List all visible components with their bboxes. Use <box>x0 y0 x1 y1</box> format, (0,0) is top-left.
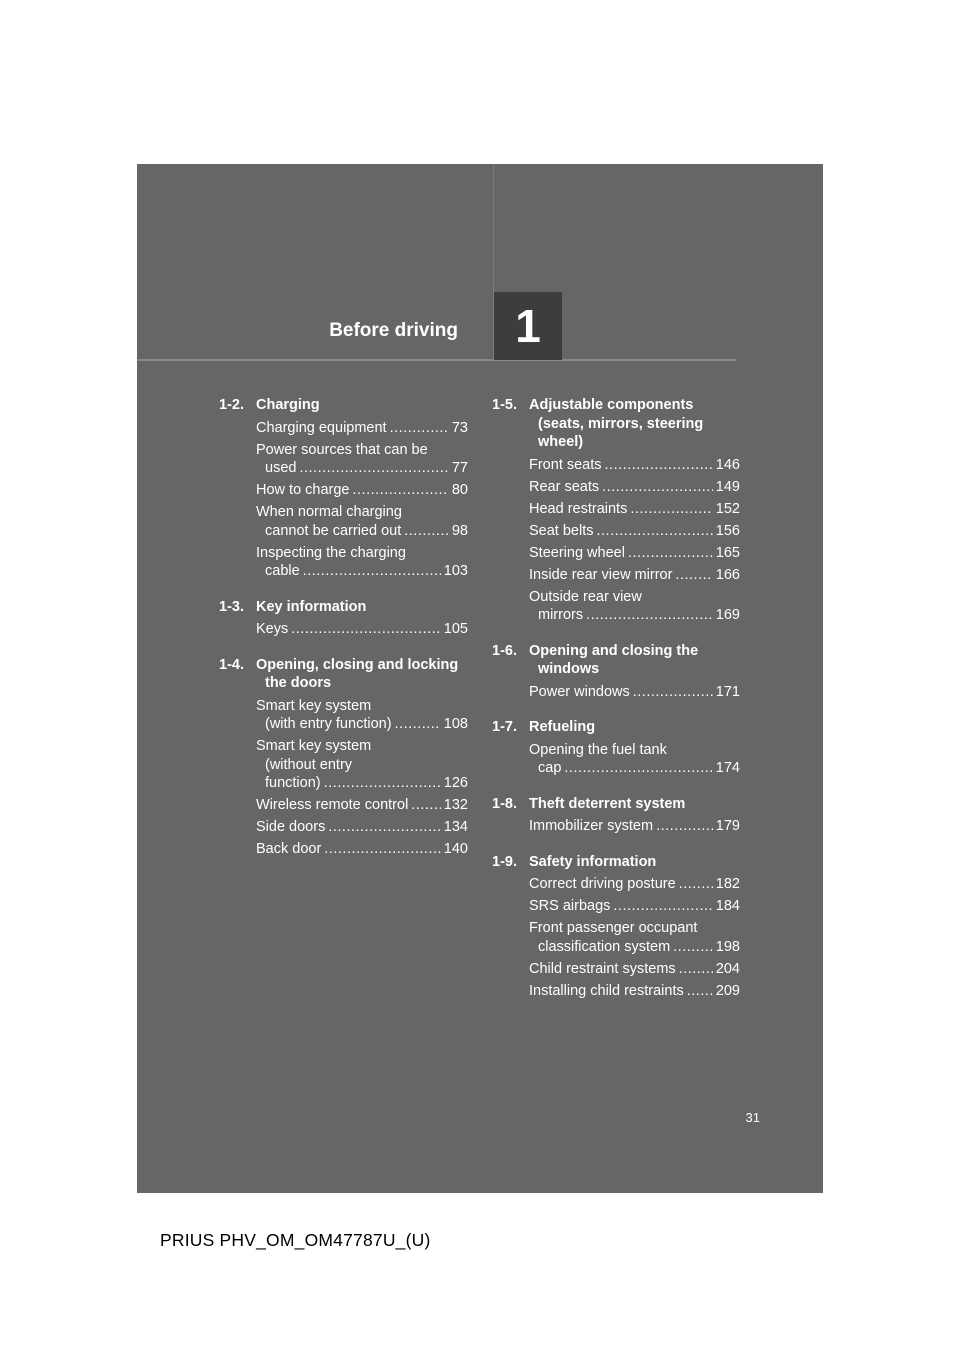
toc-section <box>492 718 740 778</box>
toc-entry-line <box>529 566 740 585</box>
toc-entry-text: Smart key system <box>256 697 372 714</box>
toc-entry-text: used <box>265 460 297 476</box>
dot-leader <box>291 620 441 639</box>
toc-entry-line <box>529 683 740 702</box>
toc-entry <box>529 522 740 541</box>
section-title <box>529 718 740 737</box>
toc-entry <box>256 503 468 540</box>
section-number: 1-7. <box>492 719 517 735</box>
dot-leader <box>324 774 441 793</box>
toc-page-number: 108 <box>443 716 468 732</box>
toc-entry <box>529 588 740 625</box>
section-title-line: wheel) <box>538 434 584 450</box>
toc-entry-text: cap <box>538 760 562 776</box>
section-title-line: (seats, mirrors, steering <box>538 415 704 432</box>
toc-page-number: 166 <box>715 566 740 583</box>
toc-entry-text: SRS airbags <box>529 898 611 914</box>
toc-page-number: 80 <box>451 482 468 498</box>
toc-page-number: 198 <box>715 938 740 955</box>
toc-entry-text: mirrors <box>538 607 584 623</box>
dot-leader <box>687 982 713 1001</box>
toc-page-number: 103 <box>443 563 468 579</box>
toc-entry-text: Power sources that can be <box>256 441 428 458</box>
toc-entry-text: Front seats <box>529 456 602 473</box>
section-entries <box>256 620 468 639</box>
section-title <box>256 656 468 693</box>
section-title-line: Theft deterrent system <box>529 795 686 812</box>
section-entries <box>529 683 740 702</box>
chapter-number: 1 <box>494 292 562 360</box>
toc-page-number: 169 <box>715 607 740 623</box>
toc-entry-line <box>529 741 740 760</box>
toc-entry-line <box>256 818 468 837</box>
section-entries <box>529 875 740 1000</box>
toc-entry-text: (with entry function) <box>265 716 392 732</box>
toc-page-number: 98 <box>451 522 468 539</box>
toc-entry-text: Keys <box>256 621 289 637</box>
toc-entry-text: cannot be carried out <box>265 522 402 539</box>
dot-leader <box>630 500 712 519</box>
section-title-line: Safety information <box>529 853 657 870</box>
toc-entry-line <box>529 500 740 519</box>
toc-section <box>219 598 468 639</box>
toc-entry-line <box>256 620 468 639</box>
section-number: 1-4. <box>219 656 244 673</box>
toc-entry-line <box>256 419 468 438</box>
dot-leader <box>673 938 713 957</box>
toc-entry-line <box>529 919 740 938</box>
toc-entry <box>256 481 468 500</box>
header-divider-horizontal <box>137 359 736 361</box>
toc-page-number: 152 <box>715 500 740 517</box>
toc-entry <box>256 620 468 639</box>
dot-leader <box>404 522 449 541</box>
toc-page-number: 77 <box>451 460 468 476</box>
toc-entry-line <box>256 796 468 815</box>
toc-page-number: 73 <box>451 419 468 436</box>
section-title-line: Key information <box>256 598 367 615</box>
toc-entry <box>529 741 740 778</box>
toc-entry-line <box>529 456 740 475</box>
toc-entry-line <box>256 737 468 756</box>
section-title-line: windows <box>538 661 600 677</box>
toc-entry-line <box>529 478 740 497</box>
dot-leader <box>564 759 712 778</box>
toc-entry-text: Child restraint systems <box>529 960 676 977</box>
toc-right-column <box>492 396 740 1017</box>
dot-leader <box>602 478 713 497</box>
document-footer: PRIUS PHV_OM_OM47787U_(U) <box>160 1230 431 1250</box>
section-heading <box>492 718 740 737</box>
toc-entry-line <box>529 588 740 607</box>
toc-page-number: 165 <box>715 544 740 561</box>
section-heading <box>219 656 468 693</box>
toc-entry-text: Immobilizer system <box>529 818 654 834</box>
toc-entry-line <box>529 544 740 563</box>
toc-page-number: 182 <box>715 876 740 892</box>
toc-entry-text: How to charge <box>256 482 350 498</box>
section-entries <box>256 419 468 581</box>
toc-entry <box>529 683 740 702</box>
toc-entry-line <box>256 715 468 734</box>
section-title-line: Adjustable components <box>529 397 694 413</box>
toc-entry-text: When normal charging <box>256 504 402 520</box>
toc-entry-text: (without entry <box>265 756 353 773</box>
dot-leader <box>679 875 713 894</box>
page-number: 31 <box>745 1110 760 1125</box>
toc-entry <box>529 544 740 563</box>
section-heading <box>492 795 740 814</box>
section-title-line: the doors <box>265 675 332 691</box>
section-number: 1-8. <box>492 795 517 812</box>
section-title-line: Charging <box>256 397 320 413</box>
toc-page-number: 132 <box>443 797 468 813</box>
section-number: 1-6. <box>492 642 517 659</box>
toc-entry <box>529 478 740 497</box>
toc-entry-text: Side doors <box>256 819 326 835</box>
section-title <box>529 642 740 679</box>
section-title-line: Opening, closing and locking <box>256 656 459 673</box>
toc-entry <box>529 566 740 585</box>
section-title <box>256 598 468 617</box>
dot-leader <box>605 456 713 475</box>
section-number: 1-3. <box>219 598 244 615</box>
dot-leader <box>395 715 441 734</box>
toc-page-number: 126 <box>443 775 468 791</box>
toc-entry-line <box>256 459 468 478</box>
dot-leader <box>656 817 713 836</box>
toc-page-number: 184 <box>715 898 740 914</box>
toc-entry <box>256 840 468 859</box>
toc-section <box>492 853 740 1001</box>
dot-leader <box>299 459 448 478</box>
section-title <box>256 396 468 415</box>
dot-leader <box>353 481 449 500</box>
section-number: 1-9. <box>492 853 517 870</box>
section-heading <box>219 598 468 617</box>
section-number: 1-5. <box>492 397 517 413</box>
section-title-line: Opening and closing the <box>529 642 699 659</box>
dot-leader <box>679 960 713 979</box>
toc-entry-text: Charging equipment <box>256 419 387 436</box>
toc-entry <box>529 875 740 894</box>
section-title <box>529 853 740 872</box>
toc-page-number: 140 <box>443 841 468 857</box>
dot-leader <box>390 419 449 438</box>
section-entries <box>529 456 740 625</box>
toc-entry <box>256 818 468 837</box>
section-number: 1-2. <box>219 397 244 413</box>
toc-page-number: 156 <box>715 522 740 539</box>
toc-page-number: 105 <box>443 621 468 637</box>
toc-page-number: 174 <box>715 760 740 776</box>
toc-entry-text: Wireless remote control <box>256 797 409 813</box>
toc-entry-text: Smart key system <box>256 738 372 754</box>
toc-entry <box>529 456 740 475</box>
toc-entry <box>256 544 468 581</box>
toc-entry-line <box>256 441 468 460</box>
toc-entry-text: Inspecting the charging <box>256 544 406 561</box>
dot-leader <box>328 818 440 837</box>
toc-entry-line <box>529 897 740 916</box>
toc-entry-text: Steering wheel <box>529 544 625 561</box>
dot-leader <box>597 522 713 541</box>
toc-entry-text: function) <box>265 775 321 791</box>
toc-entry-text: Opening the fuel tank <box>529 741 667 758</box>
dot-leader <box>613 897 712 916</box>
toc-page-number: 171 <box>715 683 740 700</box>
toc-entry-line <box>529 875 740 894</box>
toc-entry <box>256 796 468 815</box>
toc-section <box>492 396 740 625</box>
toc-entry-line <box>256 503 468 522</box>
toc-entry-text: Outside rear view <box>529 588 642 605</box>
toc-section <box>219 656 468 859</box>
dot-leader <box>633 683 713 702</box>
toc-page-number: 134 <box>443 819 468 835</box>
toc-entry-text: cable <box>265 563 300 579</box>
dot-leader <box>628 544 713 563</box>
section-title <box>529 795 740 814</box>
toc-entry-text: classification system <box>538 938 671 955</box>
section-heading <box>492 853 740 872</box>
toc-entry <box>529 817 740 836</box>
section-entries <box>529 741 740 778</box>
toc-entry-line <box>529 817 740 836</box>
section-entries <box>529 817 740 836</box>
toc-page-number: 179 <box>715 818 740 834</box>
toc-entry-line <box>256 774 468 793</box>
toc-left-column <box>219 396 468 876</box>
toc-entry <box>256 419 468 438</box>
toc-entry-text: Installing child restraints <box>529 982 684 999</box>
toc-entry-text: Inside rear view mirror <box>529 566 673 583</box>
toc-entry <box>529 897 740 916</box>
section-heading <box>492 642 740 679</box>
toc-section <box>219 396 468 581</box>
toc-entry-line <box>256 562 468 581</box>
toc-entry-text: Seat belts <box>529 522 594 539</box>
toc-entry-line <box>529 606 740 625</box>
toc-entry <box>256 697 468 734</box>
toc-entry-text: Correct driving posture <box>529 876 676 892</box>
toc-page-number: 209 <box>715 982 740 999</box>
section-heading <box>219 396 468 415</box>
toc-entry <box>529 500 740 519</box>
chapter-title: Before driving <box>329 320 458 341</box>
section-title <box>529 396 740 452</box>
toc-section <box>492 795 740 836</box>
section-heading <box>492 396 740 452</box>
toc-entry <box>529 960 740 979</box>
toc-entry-text: Front passenger occupant <box>529 920 698 936</box>
toc-entry-line <box>256 544 468 563</box>
toc-entry-line <box>529 759 740 778</box>
section-entries <box>256 697 468 859</box>
toc-entry-line <box>256 756 468 775</box>
dot-leader <box>411 796 441 815</box>
toc-page-number: 204 <box>715 960 740 977</box>
toc-entry <box>256 441 468 478</box>
toc-entry <box>529 919 740 956</box>
toc-entry <box>256 737 468 793</box>
toc-entry-line <box>529 960 740 979</box>
toc-page-number: 146 <box>715 456 740 473</box>
toc-entry-line <box>256 697 468 716</box>
dot-leader <box>586 606 713 625</box>
toc-entry <box>529 982 740 1001</box>
toc-entry-line <box>256 522 468 541</box>
toc-entry-line <box>529 982 740 1001</box>
toc-entry-line <box>256 840 468 859</box>
toc-section <box>492 642 740 702</box>
dot-leader <box>675 566 712 585</box>
section-title-line: Refueling <box>529 719 596 735</box>
toc-entry-text: Rear seats <box>529 478 600 495</box>
toc-entry-text: Power windows <box>529 683 630 700</box>
toc-entry-text: Back door <box>256 841 322 857</box>
dot-leader <box>324 840 441 859</box>
toc-entry-line <box>529 938 740 957</box>
dot-leader <box>303 562 441 581</box>
toc-entry-line <box>529 522 740 541</box>
toc-page-number: 149 <box>715 478 740 495</box>
toc-entry-text: Head restraints <box>529 500 628 517</box>
toc-entry-line <box>256 481 468 500</box>
